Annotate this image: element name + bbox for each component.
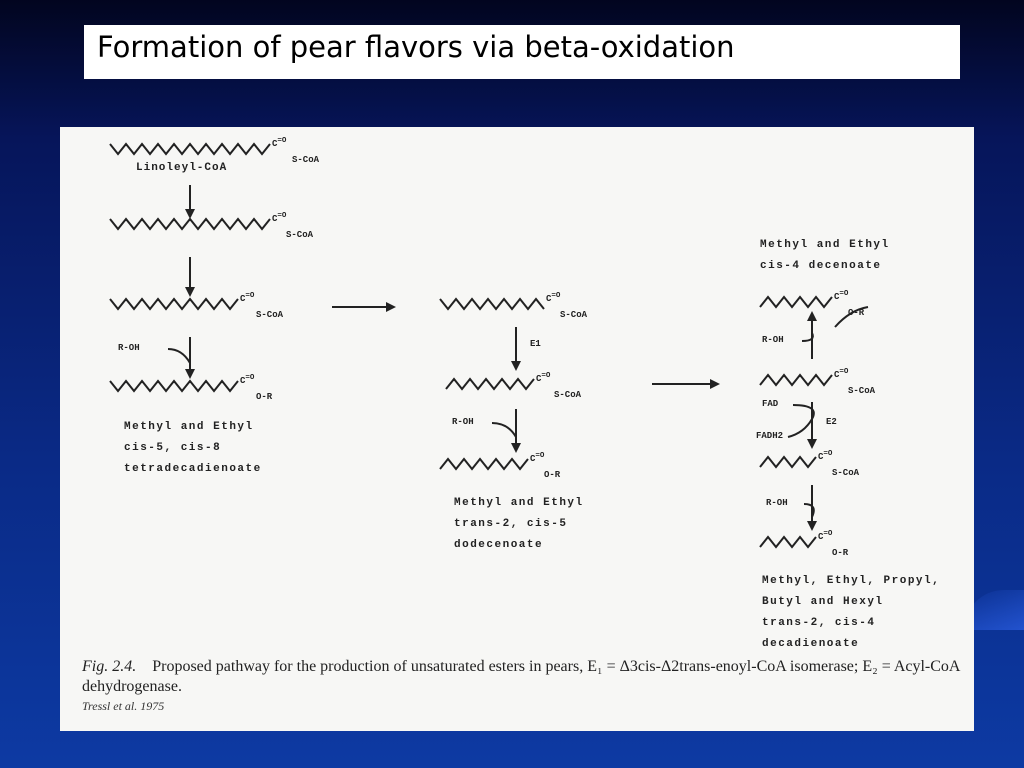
term-scoa-3: S-CoA <box>256 310 284 320</box>
term-scoa-2: S-CoA <box>286 230 314 240</box>
term-co-r4: $C^{=O}$ <box>818 530 833 542</box>
term-or-4: O-R <box>256 392 273 402</box>
fad-curve <box>788 405 814 437</box>
chain-mid-1 <box>440 299 544 309</box>
caption-fig-number: Fig. 2.4. <box>82 658 137 675</box>
caption-text: Proposed pathway for the production of unsaturated esters in pears, E₁ = Δ3cis-Δ2trans-enoyl-CoA isomerase; E₂ = Acyl-CoA dehydrogenase. <box>82 658 960 695</box>
arrowhead-h-1 <box>386 302 396 312</box>
term-co-1: $C^{=O}$ <box>272 137 287 149</box>
term-or-r4: O-R <box>832 548 849 558</box>
term-co-r1: $C^{=O}$ <box>834 290 849 302</box>
arrowhead-h-2 <box>710 379 720 389</box>
pathway-figure <box>60 127 974 731</box>
chain-left-2 <box>110 219 270 229</box>
term-scoa-r2: S-CoA <box>848 386 876 396</box>
group-right-top: Methyl and Ethyl cis-4 decenoate <box>760 239 890 272</box>
chain-right-3 <box>760 457 816 467</box>
roh-label-left: R-OH <box>118 343 140 353</box>
term-co-r3: $C^{=O}$ <box>818 450 833 462</box>
chain-right-2 <box>760 375 832 385</box>
group-right-bottom: Methyl, Ethyl, Propyl, Butyl and Hexyl trans-2, cis-4 decadienoate <box>762 575 941 650</box>
linoleyl-coa-label: Linoleyl-CoA <box>136 162 228 174</box>
chain-mid-2 <box>446 379 534 389</box>
title-box <box>84 25 960 79</box>
chain-right-4 <box>760 537 816 547</box>
e2-label: E2 <box>826 417 837 427</box>
term-co-m3: $C^{=O}$ <box>530 452 545 464</box>
term-scoa-m1: S-CoA <box>560 310 588 320</box>
arrowhead-left-2 <box>185 287 195 297</box>
term-co-r2: $C^{=O}$ <box>834 368 849 380</box>
chain-right-1 <box>760 297 832 307</box>
roh-label-mid: R-OH <box>452 417 474 427</box>
arrowhead-left-1 <box>185 209 195 219</box>
arrowhead-right-1 <box>807 311 817 321</box>
term-co-m2: $C^{=O}$ <box>536 372 551 384</box>
fad-label: FAD <box>762 399 779 409</box>
term-co-3: $C^{=O}$ <box>240 292 255 304</box>
arrowhead-right-2 <box>807 439 817 449</box>
roh-label-right-2: R-OH <box>766 498 788 508</box>
fadh2-label: FADH2 <box>756 431 784 441</box>
term-scoa-r3: S-CoA <box>832 468 860 478</box>
roh-label-right-1: R-OH <box>762 335 784 345</box>
chain-linoleyl <box>110 144 270 154</box>
term-co-m1: $C^{=O}$ <box>546 292 561 304</box>
figure-caption <box>82 657 962 697</box>
arrowhead-left-3 <box>185 369 195 379</box>
term-co-4: $C^{=O}$ <box>240 374 255 386</box>
chain-left-3 <box>110 299 238 309</box>
chain-left-4 <box>110 381 238 391</box>
roh-curve-left <box>168 349 190 363</box>
term-scoa-m2: S-CoA <box>554 390 582 400</box>
slide-title: Formation of pear flavors via beta-oxidation <box>97 30 735 64</box>
term-co-2: $C^{=O}$ <box>272 212 287 224</box>
citation: Tressl et al. 1975 <box>82 699 165 713</box>
group-left: Methyl and Ethyl cis-5, cis-8 tetradecadienoate <box>124 421 262 475</box>
chain-mid-3 <box>440 459 528 469</box>
arrowhead-mid-1 <box>511 361 521 371</box>
term-scoa-1: S-CoA <box>292 155 320 165</box>
group-mid: Methyl and Ethyl trans-2, cis-5 dodecenoate <box>454 497 584 551</box>
term-or-m3: O-R <box>544 470 561 480</box>
arrowhead-right-3 <box>807 521 817 531</box>
roh-curve-mid <box>492 423 516 437</box>
arrowhead-mid-2 <box>511 443 521 453</box>
e1-label: E1 <box>530 339 541 349</box>
term-or-r1: O-R <box>848 308 865 318</box>
